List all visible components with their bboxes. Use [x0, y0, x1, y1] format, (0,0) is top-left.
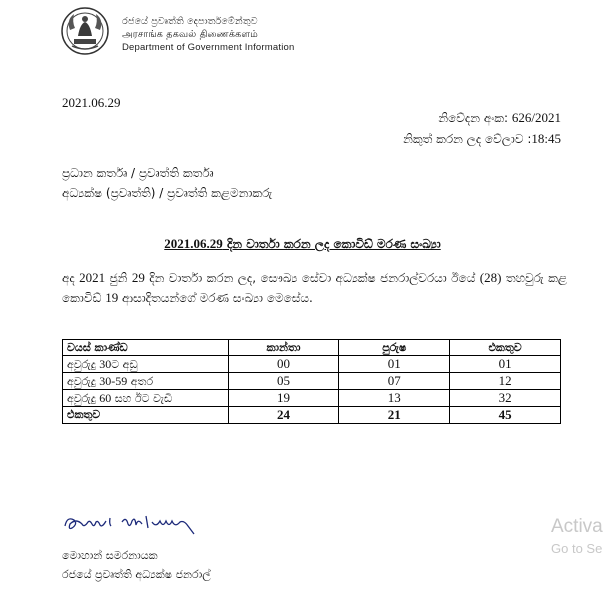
table-total-row	[63, 407, 561, 424]
document-date: 2021.06.29	[62, 95, 121, 110]
table-header-row	[63, 340, 561, 356]
age-text: අවුරුදු	[67, 391, 100, 405]
signatory-name: මොහාන් සමරනායක	[62, 549, 158, 562]
age-group-cell	[63, 390, 229, 407]
age-number: 30-59	[99, 373, 128, 388]
header-age-group: වයස් කාණ්ඩ	[63, 340, 229, 356]
total-label-cell: එකතුව	[63, 407, 229, 424]
para-number: 29	[131, 270, 145, 285]
age-text: අවුරුදු	[67, 357, 100, 371]
female-cell: 00	[228, 356, 339, 373]
age-text: අතර	[127, 374, 154, 388]
age-group-cell	[63, 356, 229, 373]
para-text: තහවුරු කළ කොවිඩ්	[62, 271, 567, 305]
addressee-line-1: ප්‍රධාන කර්තෘ / ප්‍රවෘත්ති කර්තෘ	[62, 166, 214, 180]
addressee-line-2: අධ්‍යක්ෂ (ප්‍රවෘත්ති) / ප්‍රවෘත්ති කළමනාකරු	[62, 186, 273, 200]
para-text: ආසාදිතයන්ගේ මරණ සංඛ්‍යා මෙසේය.	[118, 291, 313, 305]
para-number: 2021	[79, 270, 106, 285]
activation-watermark-line1: Activa	[551, 516, 603, 537]
age-text: අවුරුදු	[67, 374, 100, 388]
para-number: (28)	[479, 270, 502, 285]
activation-watermark-line2: Go to Se	[551, 541, 603, 556]
handwritten-signature	[62, 512, 212, 540]
death-stats-table	[62, 339, 561, 424]
government-emblem-icon	[60, 6, 110, 56]
age-text: ට අඩු	[111, 357, 138, 371]
female-cell: 05	[228, 373, 339, 390]
age-number: 60	[99, 390, 112, 405]
release-time	[403, 131, 561, 147]
age-text: සහ ඊට වැඩි	[111, 391, 173, 405]
title-text: දින වාර්තා කරන ලද කොවිඩ් මරණ සංඛ්‍යා	[222, 237, 441, 251]
title-date: 2021.06.29	[164, 236, 223, 251]
signatory-title: රජයේ ප්‍රවෘත්ති අධ්‍යක්ෂ ජනරාල්	[62, 568, 211, 581]
header-sinhala: රජයේ ප්‍රවෘත්ති දෙපාර්තමේන්තුව	[122, 16, 258, 27]
male-cell: 01	[339, 356, 450, 373]
table-row	[63, 390, 561, 407]
release-number-value: 626/2021	[511, 110, 561, 125]
header-male: පුරුෂ	[339, 340, 450, 356]
table-row	[63, 356, 561, 373]
para-number: 19	[105, 290, 119, 305]
total-cell: 01	[450, 356, 561, 373]
release-time-value: 18:45	[531, 131, 561, 146]
release-number	[438, 110, 561, 126]
table-row	[63, 373, 561, 390]
para-text: අද	[62, 271, 80, 285]
male-cell: 07	[339, 373, 450, 390]
male-cell: 13	[339, 390, 450, 407]
total-male-cell: 21	[339, 407, 450, 424]
age-group-cell	[63, 373, 229, 390]
age-number: 30	[99, 356, 112, 371]
release-time-label: නිකුත් කරන ලද වේලාව :	[403, 132, 532, 146]
grand-total-cell: 45	[450, 407, 561, 424]
para-text: ජුනි	[105, 271, 132, 285]
document-title	[0, 236, 605, 252]
female-cell: 19	[228, 390, 339, 407]
header-female: කාන්තා	[228, 340, 339, 356]
total-cell: 32	[450, 390, 561, 407]
header-english: Department of Government Information	[122, 42, 295, 53]
body-paragraph	[62, 268, 567, 308]
total-cell: 12	[450, 373, 561, 390]
release-number-label: නිවේදන අංක:	[438, 111, 512, 125]
header-total: එකතුව	[450, 340, 561, 356]
para-text: දින වාර්තා කරන ලද, සෞඛ්‍ය සේවා අධ්‍යක්ෂ ජනරාල්වරයා ඊයේ	[144, 271, 480, 285]
header-tamil: அரசாங்க தகவல் திணைக்களம்	[122, 29, 259, 40]
total-female-cell: 24	[228, 407, 339, 424]
